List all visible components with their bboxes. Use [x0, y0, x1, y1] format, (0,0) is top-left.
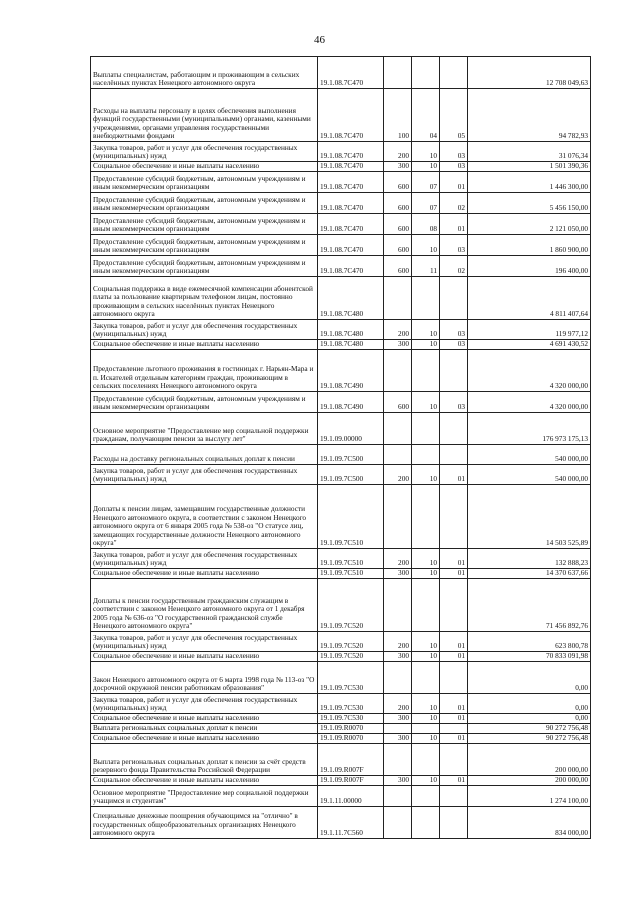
row-expense-type: 200 — [384, 142, 412, 162]
row-expense-type — [384, 744, 412, 776]
row-section: 10 — [412, 652, 440, 662]
row-target-code: 19.1.09.R007F — [318, 776, 384, 786]
table-row — [91, 57, 591, 89]
row-amount: 132 888,23 — [468, 549, 591, 569]
row-subsection: 01 — [440, 776, 468, 786]
row-subsection — [440, 445, 468, 465]
row-amount: 4 811 407,64 — [468, 277, 591, 320]
row-expense-type: 300 — [384, 569, 412, 579]
row-description: Предоставление субсидий бюджетным, автономным учреждениям и иным некоммерческим организациям — [91, 214, 318, 235]
row-expense-type — [384, 786, 412, 807]
row-expense-type: 200 — [384, 632, 412, 652]
row-amount: 623 800,78 — [468, 632, 591, 652]
row-amount: 71 456 892,76 — [468, 579, 591, 632]
row-section — [412, 413, 440, 445]
row-subsection: 03 — [440, 142, 468, 162]
row-section — [412, 579, 440, 632]
row-target-code: 19.1.08.7С490 — [318, 350, 384, 392]
row-expense-type: 600 — [384, 392, 412, 413]
row-section — [412, 744, 440, 776]
row-expense-type — [384, 579, 412, 632]
table-row — [91, 214, 591, 235]
table-row — [91, 340, 591, 350]
row-expense-type: 300 — [384, 162, 412, 172]
table-row — [91, 162, 591, 172]
row-subsection: 03 — [440, 235, 468, 256]
row-target-code: 19.1.09.7С530 — [318, 662, 384, 694]
row-subsection: 03 — [440, 392, 468, 413]
row-section — [412, 807, 440, 839]
row-amount: 4 320 000,00 — [468, 350, 591, 392]
row-amount: 540 000,00 — [468, 465, 591, 485]
row-target-code: 19.1.09.R0070 — [318, 734, 384, 744]
row-subsection — [440, 786, 468, 807]
row-target-code: 19.1.09.R007F — [318, 744, 384, 776]
row-expense-type: 100 — [384, 89, 412, 142]
row-target-code: 19.1.08.7С470 — [318, 214, 384, 235]
row-section: 08 — [412, 214, 440, 235]
row-subsection — [440, 662, 468, 694]
row-amount: 90 272 756,48 — [468, 734, 591, 744]
row-target-code: 19.1.08.7С480 — [318, 277, 384, 320]
row-target-code: 19.1.09.7С510 — [318, 549, 384, 569]
row-target-code: 19.1.09.7С510 — [318, 485, 384, 549]
row-subsection: 01 — [440, 632, 468, 652]
table-row — [91, 193, 591, 214]
row-target-code: 19.1.09.R0070 — [318, 724, 384, 734]
row-subsection: 02 — [440, 256, 468, 277]
row-expense-type: 300 — [384, 734, 412, 744]
row-section: 10 — [412, 162, 440, 172]
row-description: Доплаты к пенсии государственным гражданским служащим в соответствии с законом Ненецкого автономного округа от 1 декабря 2005 года № 636-оз "О государственной гражданской службе Ненецкого автономного округа" — [91, 579, 318, 632]
page-number: 46 — [314, 34, 325, 46]
row-expense-type — [384, 485, 412, 549]
row-amount: 0,00 — [468, 662, 591, 694]
row-description: Закупка товаров, работ и услуг для обеспечения государственных (муниципальных) нужд — [91, 632, 318, 652]
row-amount: 0,00 — [468, 694, 591, 714]
table-row — [91, 776, 591, 786]
row-subsection: 01 — [440, 734, 468, 744]
row-section: 10 — [412, 465, 440, 485]
row-expense-type — [384, 350, 412, 392]
row-description: Социальное обеспечение и иные выплаты населению — [91, 714, 318, 724]
row-description: Предоставление субсидий бюджетным, автономным учреждениям и иным некоммерческим организациям — [91, 235, 318, 256]
row-description: Социальное обеспечение и иные выплаты населению — [91, 340, 318, 350]
row-section: 07 — [412, 172, 440, 193]
row-section — [412, 724, 440, 734]
row-expense-type: 300 — [384, 776, 412, 786]
table-row — [91, 445, 591, 465]
row-description: Предоставление льготного проживания в гостиницах г. Нарьян-Мара и п. Искателей отдельным категориям граждан, проживающим в сельских поселениях Ненецкого автономного округа — [91, 350, 318, 392]
budget-table-body — [91, 57, 591, 839]
row-subsection: 01 — [440, 714, 468, 724]
row-amount: 90 272 756,48 — [468, 724, 591, 734]
table-row — [91, 734, 591, 744]
row-amount: 119 977,12 — [468, 320, 591, 340]
table-row — [91, 413, 591, 445]
row-section — [412, 786, 440, 807]
row-section — [412, 445, 440, 465]
row-amount: 200 000,00 — [468, 776, 591, 786]
table-row — [91, 694, 591, 714]
table-row — [91, 256, 591, 277]
row-subsection: 01 — [440, 569, 468, 579]
row-amount: 196 400,00 — [468, 256, 591, 277]
row-target-code: 19.1.11.00000 — [318, 786, 384, 807]
table-row — [91, 632, 591, 652]
row-section: 07 — [412, 193, 440, 214]
row-expense-type: 300 — [384, 340, 412, 350]
row-target-code: 19.1.08.7С470 — [318, 256, 384, 277]
row-target-code: 19.1.09.7С530 — [318, 694, 384, 714]
row-amount: 14 370 637,66 — [468, 569, 591, 579]
row-section: 10 — [412, 142, 440, 162]
row-description: Закупка товаров, работ и услуг для обеспечения государственных (муниципальных) нужд — [91, 142, 318, 162]
row-subsection — [440, 57, 468, 89]
table-row — [91, 235, 591, 256]
row-expense-type: 600 — [384, 256, 412, 277]
row-target-code: 19.1.11.7С560 — [318, 807, 384, 839]
row-amount: 1 274 100,00 — [468, 786, 591, 807]
row-expense-type: 200 — [384, 549, 412, 569]
row-target-code: 19.1.08.7С480 — [318, 340, 384, 350]
row-target-code: 19.1.08.7С480 — [318, 320, 384, 340]
row-expense-type: 600 — [384, 235, 412, 256]
row-amount: 94 782,93 — [468, 89, 591, 142]
row-section — [412, 277, 440, 320]
row-target-code: 19.1.08.7С490 — [318, 392, 384, 413]
table-row — [91, 662, 591, 694]
row-description: Выплата региональных социальных доплат к пенсии за счёт средств резервного фонда Правительства Российской Федерации — [91, 744, 318, 776]
row-target-code: 19.1.09.7С530 — [318, 714, 384, 724]
row-description: Закупка товаров, работ и услуг для обеспечения государственных (муниципальных) нужд — [91, 320, 318, 340]
row-section: 10 — [412, 569, 440, 579]
row-section: 10 — [412, 776, 440, 786]
row-expense-type: 600 — [384, 172, 412, 193]
row-subsection: 01 — [440, 694, 468, 714]
row-target-code: 19.1.09.7С520 — [318, 579, 384, 632]
row-amount: 1 446 300,00 — [468, 172, 591, 193]
row-section: 10 — [412, 734, 440, 744]
row-section: 10 — [412, 320, 440, 340]
table-row — [91, 579, 591, 632]
row-expense-type: 200 — [384, 465, 412, 485]
row-description: Выплата региональных социальных доплат к пенсии — [91, 724, 318, 734]
row-target-code: 19.1.08.7С470 — [318, 235, 384, 256]
row-section: 10 — [412, 714, 440, 724]
row-section: 10 — [412, 340, 440, 350]
table-row — [91, 724, 591, 734]
table-row — [91, 569, 591, 579]
row-description: Основное мероприятие "Предоставление мер социальной поддержки гражданам, получающим пенсии за выслугу лет" — [91, 413, 318, 445]
row-expense-type — [384, 445, 412, 465]
row-subsection: 03 — [440, 162, 468, 172]
row-section: 10 — [412, 392, 440, 413]
row-description: Расходы на выплаты персоналу в целях обеспечения выполнения функций государственными (муниципальными) органами, казенными учреждениями, органами управления государственными внебюджетными фондами — [91, 89, 318, 142]
row-description: Основное мероприятие "Предоставление мер социальной поддержки учащимся и студентам" — [91, 786, 318, 807]
row-subsection: 01 — [440, 465, 468, 485]
table-row — [91, 465, 591, 485]
row-description: Предоставление субсидий бюджетным, автономным учреждениям и иным некоммерческим организациям — [91, 172, 318, 193]
row-expense-type — [384, 57, 412, 89]
row-expense-type — [384, 413, 412, 445]
row-subsection: 01 — [440, 652, 468, 662]
row-description: Закупка товаров, работ и услуг для обеспечения государственных (муниципальных) нужд — [91, 694, 318, 714]
row-amount: 70 833 091,98 — [468, 652, 591, 662]
row-amount: 200 000,00 — [468, 744, 591, 776]
budget-table — [90, 56, 591, 839]
row-target-code: 19.1.08.7С470 — [318, 162, 384, 172]
row-target-code: 19.1.08.7С470 — [318, 193, 384, 214]
row-target-code: 19.1.09.7С500 — [318, 445, 384, 465]
row-target-code: 19.1.08.7С470 — [318, 142, 384, 162]
table-row — [91, 350, 591, 392]
row-expense-type: 300 — [384, 652, 412, 662]
row-amount: 4 320 000,00 — [468, 392, 591, 413]
table-row — [91, 277, 591, 320]
row-section: 10 — [412, 549, 440, 569]
row-subsection — [440, 485, 468, 549]
row-amount: 834 000,00 — [468, 807, 591, 839]
table-row — [91, 714, 591, 724]
row-target-code: 19.1.08.7С470 — [318, 172, 384, 193]
row-section: 11 — [412, 256, 440, 277]
row-description: Предоставление субсидий бюджетным, автономным учреждениям и иным некоммерческим организациям — [91, 392, 318, 413]
row-description: Социальное обеспечение и иные выплаты населению — [91, 162, 318, 172]
row-target-code: 19.1.09.7С520 — [318, 652, 384, 662]
row-expense-type — [384, 724, 412, 734]
row-section — [412, 662, 440, 694]
row-expense-type: 200 — [384, 320, 412, 340]
row-amount: 1 501 390,36 — [468, 162, 591, 172]
table-row — [91, 652, 591, 662]
row-amount: 0,00 — [468, 714, 591, 724]
row-description: Социальная поддержка в виде ежемесячной компенсации абонентской платы за пользование квартирным телефоном лицам, постоянно проживающим в сельских населённых пунктах Ненецкого автономного округа — [91, 277, 318, 320]
row-amount: 176 973 175,13 — [468, 413, 591, 445]
table-row — [91, 142, 591, 162]
row-section: 10 — [412, 235, 440, 256]
table-row — [91, 549, 591, 569]
row-subsection: 05 — [440, 89, 468, 142]
table-row — [91, 807, 591, 839]
row-section — [412, 350, 440, 392]
row-subsection — [440, 579, 468, 632]
row-description: Предоставление субсидий бюджетным, автономным учреждениям и иным некоммерческим организациям — [91, 193, 318, 214]
row-amount: 12 708 049,63 — [468, 57, 591, 89]
row-description: Закон Ненецкого автономного округа от 6 марта 1998 года № 113-оз "О досрочной окружной пенсии работникам образования" — [91, 662, 318, 694]
row-description: Расходы на доставку региональных социальных доплат к пенсии — [91, 445, 318, 465]
row-section — [412, 57, 440, 89]
row-subsection — [440, 744, 468, 776]
row-description: Социальное обеспечение и иные выплаты населению — [91, 776, 318, 786]
row-target-code: 19.1.09.7С510 — [318, 569, 384, 579]
row-target-code: 19.1.08.7С470 — [318, 89, 384, 142]
row-target-code: 19.1.09.7С500 — [318, 465, 384, 485]
row-amount: 5 456 150,00 — [468, 193, 591, 214]
row-amount: 31 076,34 — [468, 142, 591, 162]
row-target-code: 19.1.09.00000 — [318, 413, 384, 445]
row-subsection: 01 — [440, 549, 468, 569]
row-description: Социальное обеспечение и иные выплаты населению — [91, 734, 318, 744]
row-description: Выплаты специалистам, работающим и проживающим в сельских населённых пунктах Ненецкого автономного округа — [91, 57, 318, 89]
row-description: Закупка товаров, работ и услуг для обеспечения государственных (муниципальных) нужд — [91, 549, 318, 569]
row-subsection: 01 — [440, 172, 468, 193]
row-target-code: 19.1.08.7С470 — [318, 57, 384, 89]
row-target-code: 19.1.09.7С520 — [318, 632, 384, 652]
row-section — [412, 485, 440, 549]
row-subsection — [440, 807, 468, 839]
table-row — [91, 172, 591, 193]
row-amount: 540 000,00 — [468, 445, 591, 465]
table-row — [91, 744, 591, 776]
row-subsection — [440, 350, 468, 392]
table-row — [91, 320, 591, 340]
row-description: Закупка товаров, работ и услуг для обеспечения государственных (муниципальных) нужд — [91, 465, 318, 485]
row-subsection: 01 — [440, 214, 468, 235]
row-expense-type: 600 — [384, 193, 412, 214]
row-expense-type — [384, 277, 412, 320]
row-expense-type — [384, 807, 412, 839]
row-expense-type — [384, 662, 412, 694]
row-section: 10 — [412, 694, 440, 714]
row-subsection — [440, 277, 468, 320]
row-description: Специальные денежные поощрения обучающимся на "отлично" в государственных общеобразовательных организациях Ненецкого автономного округа — [91, 807, 318, 839]
row-expense-type: 600 — [384, 214, 412, 235]
row-section: 10 — [412, 632, 440, 652]
row-subsection: 03 — [440, 340, 468, 350]
row-expense-type: 200 — [384, 694, 412, 714]
table-row — [91, 485, 591, 549]
row-amount: 4 691 430,52 — [468, 340, 591, 350]
row-subsection: 03 — [440, 320, 468, 340]
row-expense-type: 300 — [384, 714, 412, 724]
table-row — [91, 89, 591, 142]
row-amount: 1 860 900,00 — [468, 235, 591, 256]
row-description: Предоставление субсидий бюджетным, автономным учреждениям и иным некоммерческим организациям — [91, 256, 318, 277]
table-row — [91, 392, 591, 413]
row-amount: 2 121 050,00 — [468, 214, 591, 235]
row-subsection: 02 — [440, 193, 468, 214]
row-description: Доплаты к пенсии лицам, замещавшим государственные должности Ненецкого автономного округа, в соответствии с законом Ненецкого автономного округа от 6 января 2005 года № 538-оз "О статусе лиц, замещающих государственные должности Ненецкого автономного округа" — [91, 485, 318, 549]
table-row — [91, 786, 591, 807]
row-subsection — [440, 724, 468, 734]
row-description: Социальное обеспечение и иные выплаты населению — [91, 569, 318, 579]
row-section: 04 — [412, 89, 440, 142]
row-description: Социальное обеспечение и иные выплаты населению — [91, 652, 318, 662]
row-amount: 14 503 525,89 — [468, 485, 591, 549]
row-subsection — [440, 413, 468, 445]
